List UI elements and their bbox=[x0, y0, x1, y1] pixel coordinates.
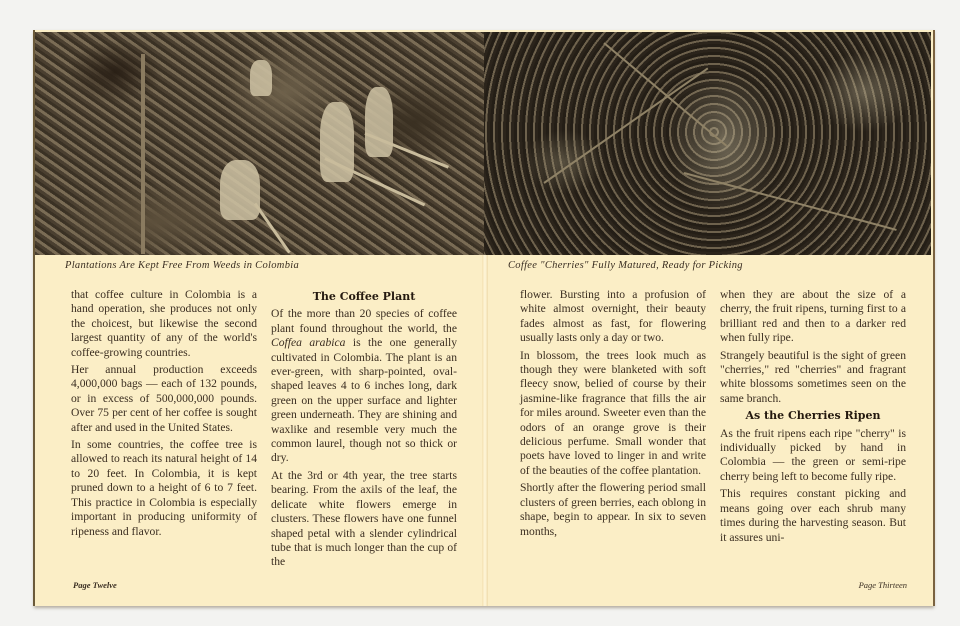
booklet-spread bbox=[33, 30, 933, 606]
section-heading: The Coffee Plant bbox=[312, 290, 416, 303]
paragraph: In blossom, the trees look much as though they were blanketed with soft fleecy snow, belied of course by their jasmine-like fragrance that fills the air for miles around. Sweeter even than the odors of an orange grove is their delicious perfume. Small wonder that poets have loved to linger in and write of the beauties of the coffee plantation. bbox=[520, 348, 706, 477]
paragraph: Strangely beautiful is the sight of green "cherries," red "cherries" and fragrant white blossoms sometimes seen on the same branch. bbox=[720, 348, 906, 405]
text-run: is the one generally cultivated in Colombia. The plant is an ever-green, with sharp-pointed, oval-shaped leaves 4 to 6 inches long, dark green on the upper surface and lighter green underneath. They are shining and waxlike and resemble very much the common laurel, though not so thick or dry. bbox=[271, 336, 457, 465]
paragraph: flower. Bursting into a profusion of white almost overnight, their beauty fades almost as fast, for flowering usually lasts only a day or two. bbox=[520, 288, 706, 345]
photo-figure bbox=[250, 60, 272, 96]
paragraph: As the fruit ripens each ripe "cherry" is individually picked by hand in Colombia — the green or semi-ripe cherry being left to become fully ripe. bbox=[720, 426, 906, 483]
paragraph: that coffee culture in Colombia is a hand operation, she produces not only the choicest, but likewise the second largest quantity of any of the world's coffee-growing countries. bbox=[71, 288, 257, 359]
paragraph bbox=[271, 307, 457, 465]
species-name: Coffea arabica bbox=[271, 336, 346, 350]
paragraph: In some countries, the coffee tree is allowed to reach its natural height of 14 to 20 feet. In Colombia, it is kept pruned down to a height of 6 to 7 feet. This practice in Colombia is especially important in producing uniformity of ripeness and flavor. bbox=[71, 438, 257, 538]
photo-branch bbox=[543, 67, 708, 183]
paragraph: This requires constant picking and means going over each shrub many times during the harvesting season. But it assures uni- bbox=[720, 487, 906, 544]
text-column-2 bbox=[271, 288, 457, 573]
text-column-2 bbox=[720, 288, 906, 548]
paragraph: At the 3rd or 4th year, the tree starts bearing. From the axils of the leaf, the delicate white flowers emerge in clusters. These flowers have one funnel shaped petal with a slender cylindrical tube that is much longer than the cup of the bbox=[271, 468, 457, 569]
page-twelve bbox=[33, 30, 486, 606]
photo-figure bbox=[365, 87, 393, 157]
photo-pole bbox=[141, 54, 145, 254]
photo-branch bbox=[684, 172, 897, 231]
page-number: Page Thirteen bbox=[858, 580, 907, 590]
paragraph: Shortly after the flowering period small clusters of green berries, each oblong in shape, begin to appear. In six to seven months, bbox=[520, 481, 706, 538]
page-thirteen bbox=[484, 30, 935, 606]
text-run: Of the more than 20 species of coffee plant found throughout the world, the bbox=[271, 307, 457, 335]
plantation-workers-photo bbox=[35, 32, 486, 255]
paragraph: when they are about the size of a cherry, the fruit ripens, turning first to a brilliant red and then to a darker red when fully ripe. bbox=[720, 288, 906, 345]
photo-caption: Plantations Are Kept Free From Weeds in Colombia bbox=[65, 260, 300, 271]
photo-hoe bbox=[254, 203, 291, 254]
paragraph: Her annual production exceeds 4,000,000 bags — each of 132 pounds, or in excess of 500,000,000 pounds. Over 75 per cent of her coffee is sought after and used in the United States. bbox=[71, 363, 257, 434]
photo-figure bbox=[220, 160, 260, 220]
photo-caption: Coffee "Cherries" Fully Matured, Ready for Picking bbox=[508, 260, 743, 271]
coffee-cherries-photo bbox=[484, 32, 931, 255]
page-number: Page Twelve bbox=[73, 580, 117, 590]
section-heading: As the Cherries Ripen bbox=[745, 409, 881, 423]
text-column-1 bbox=[71, 288, 257, 542]
text-column-1 bbox=[520, 288, 706, 542]
photo-branch bbox=[603, 42, 727, 146]
